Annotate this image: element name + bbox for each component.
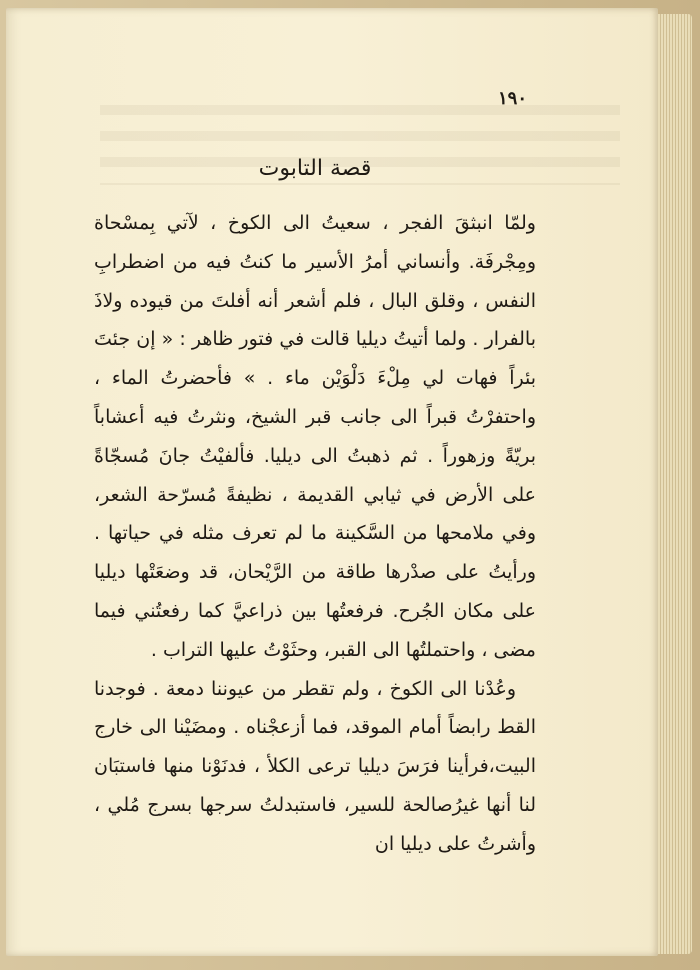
chapter-title: قصة التابوت xyxy=(258,156,372,181)
page-stack-edges xyxy=(658,14,692,954)
page-number: ١٩٠ xyxy=(498,88,528,109)
body-text xyxy=(94,204,536,864)
paragraph: ولمّا انبثقَ الفجر ، سعيتُ الى الكوخ ، لآتي بِمسْحاة ومِجْرفَة. وأنساني أمرُ الأسير ما كنتُ فيه من اضطرابِ النفس ، وقلق البال ، فلم أشعر أنه أفلتَ من قيوده ولاذَ بالفرار . ولما أتيتُ ديليا قالت في فتور ظاهر : « إن جئتَ بئراً فهات لي مِلْءَ دَلْوَيْن ماء . » فأحضرتُ الماء ، واحتفرْتُ قبراً الى جانب قبر الشيخ، ونثرتُ فيه أعشاباً بريّةً وزهوراً . ثم ذهبتُ الى ديليا. فألفيْتُ جانَ مُسجّاةً على الأرض في ثيابي القديمة ، نظيفةً مُسرّحة الشعر، وفي ملامحها من السَّكينة ما لم تعرف مثله في حياتها . ورأيتُ على صدْرها طاقة من الرَّيْحان، قد وضعَتْها ديليا على مكان الجُرح. فرفعتُها بين ذراعيَّ كما رفعتُني فيما مضى ، واحتملتُها الى القبر، وحثَوْتُ عليها التراب . xyxy=(94,212,536,661)
paragraph: وعُدْنا الى الكوخ ، ولم تقطر من عيوننا دمعة . فوجدنا القط رابضاً أمام الموقد، فما أزعجْناه . ومضَيْنا الى خارج البيت،فرأينا فرَسَ ديليا ترعى الكلأ ، فدنَوْنا منها فاستبَان لنا أنها غيرُصالحة للسير، فاستبدلتُ سرجها بسرج مُلي ، وأشرتُ على ديليا ان xyxy=(94,677,536,855)
